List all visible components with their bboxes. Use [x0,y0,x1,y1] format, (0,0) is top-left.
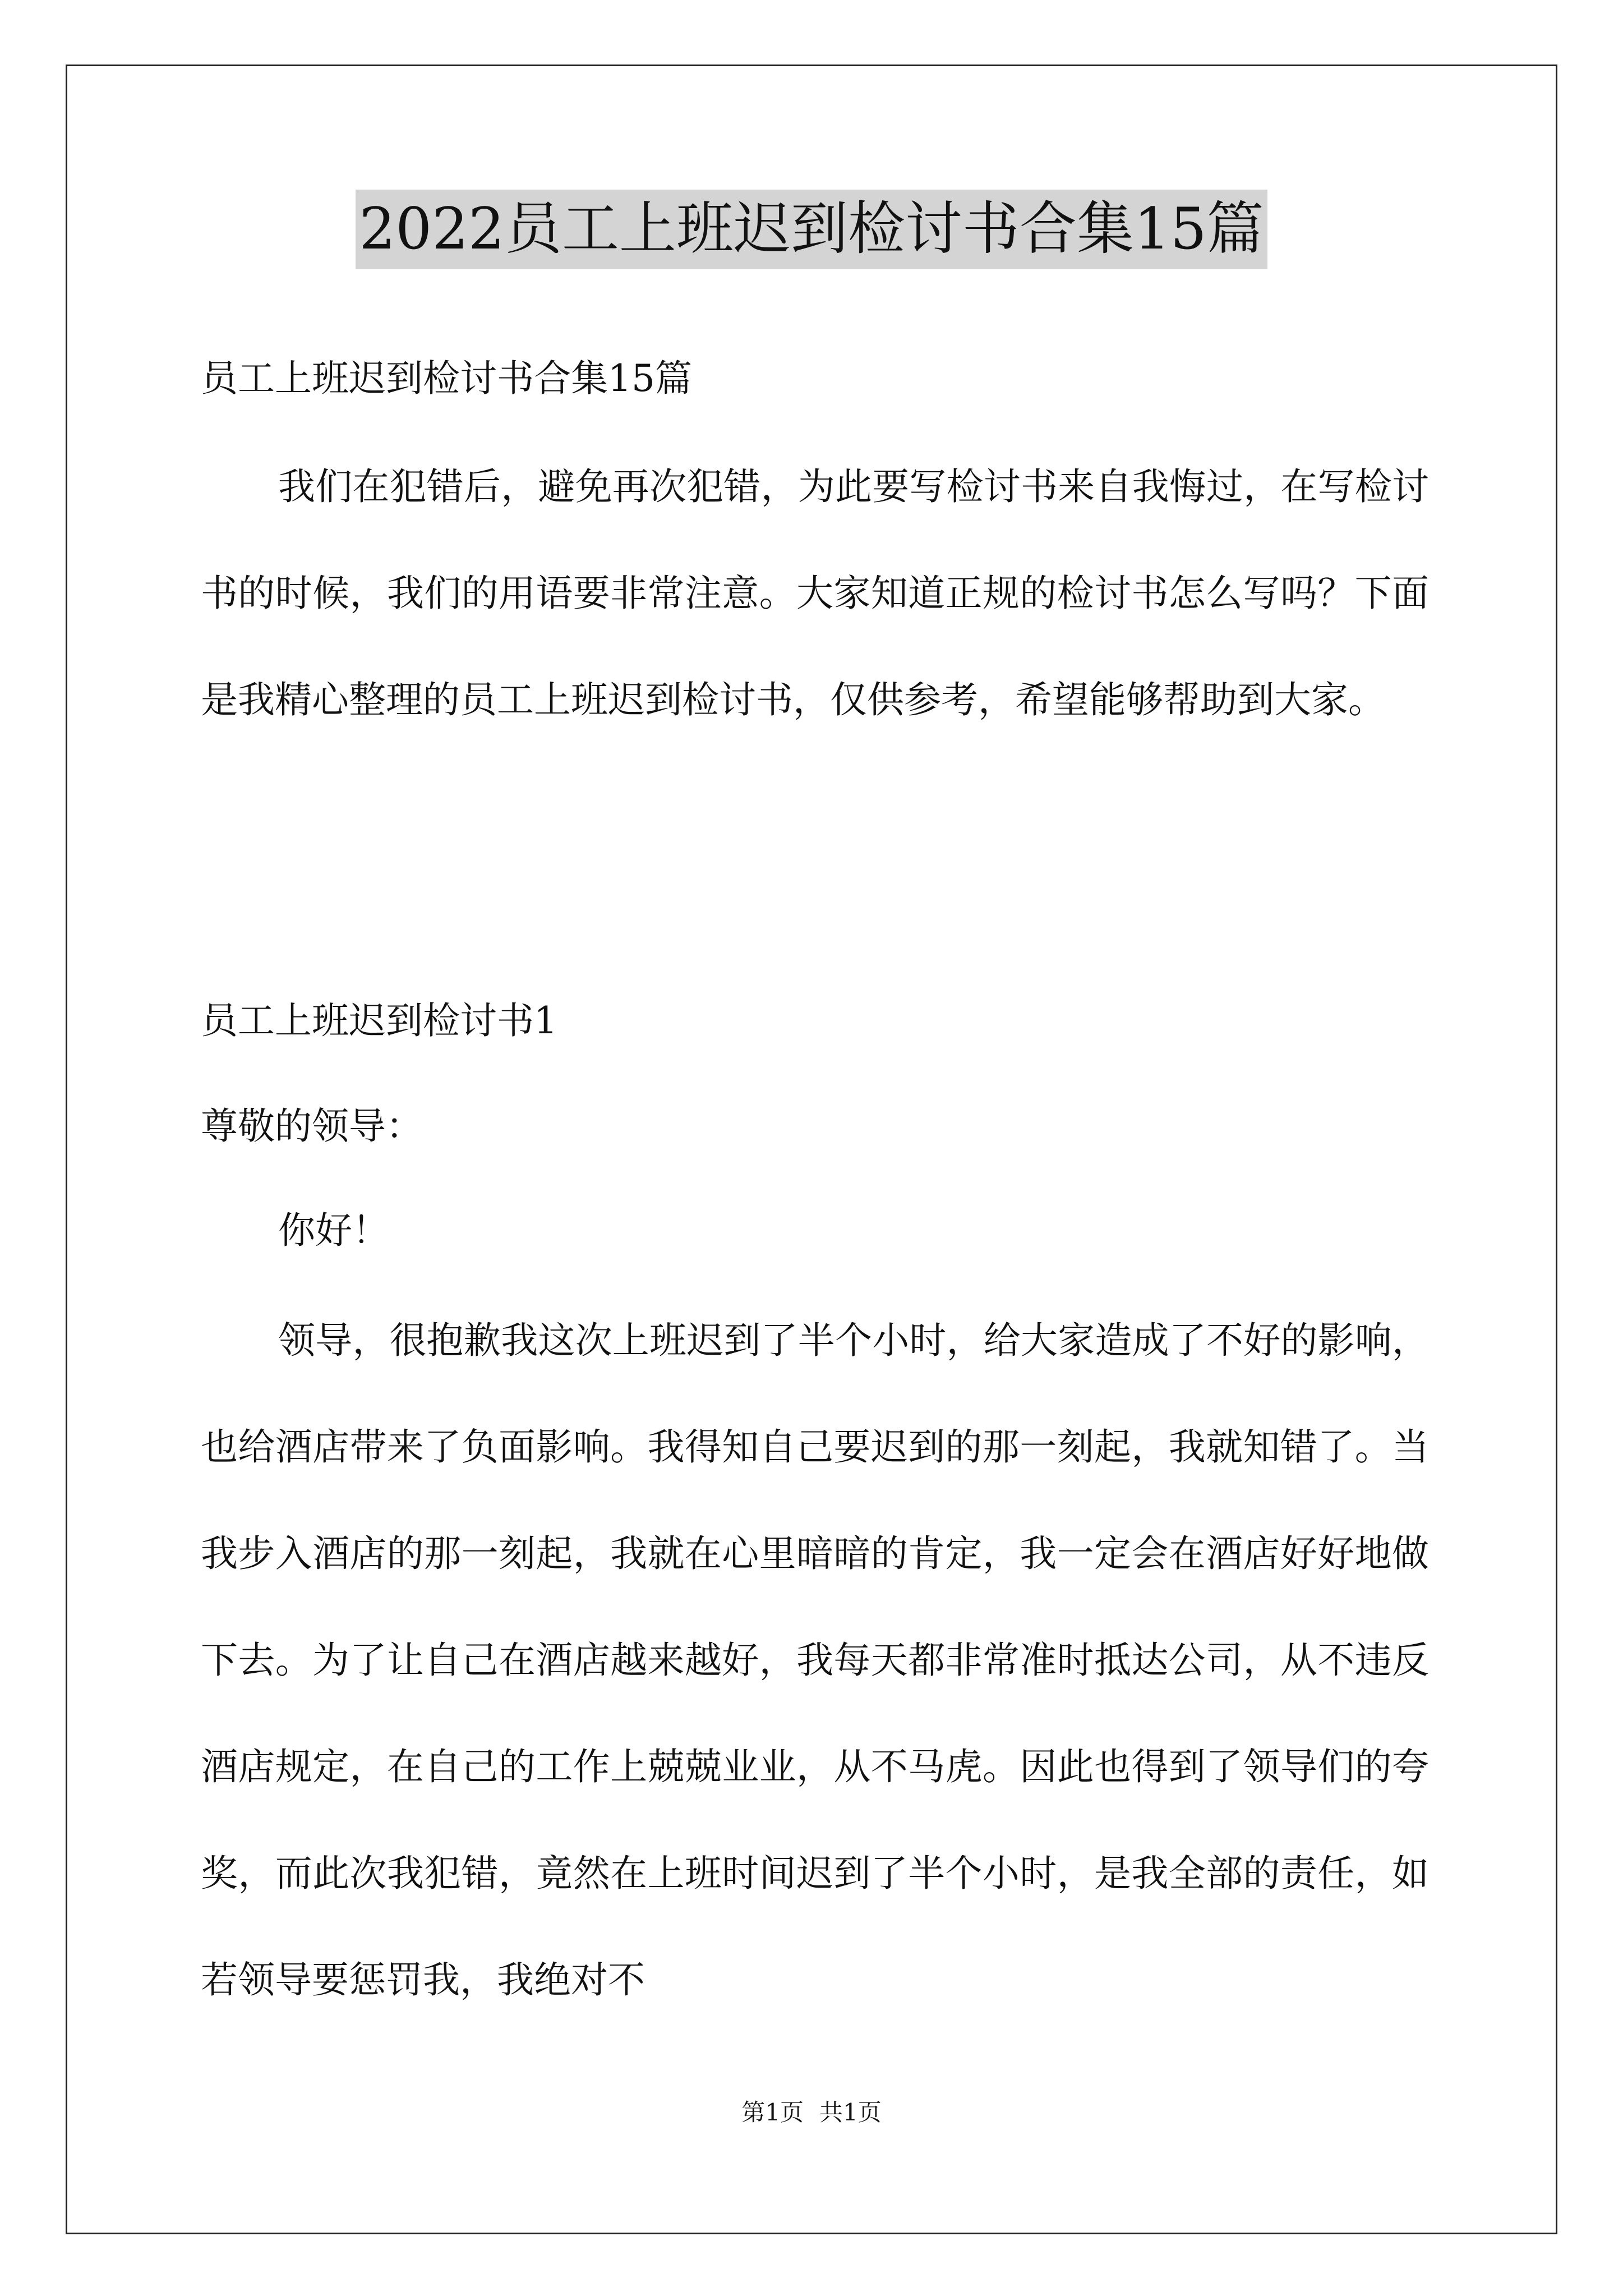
section-heading: 员工上班迟到检讨书1 [201,999,557,1042]
body-paragraph: 领导，很抱歉我这次上班迟到了半个小时，给大家造成了不好的影响，也给酒店带来了负面影响。我得知自己要迟到的那一刻起，我就知错了。当我步入酒店的那一刻起，我就在心里暗暗的肯定，我一定会在酒店好好地做下去。为了让自己在酒店越来越好，我每天都非常准时抵达公司，从不违反酒店规定，在自己的工作上兢兢业业，从不马虎。因此也得到了领导们的夸奖，而此次我犯错，竟然在上班时间迟到了半个小时，是我全部的责任，如若领导要惩罚我，我绝对不 [201,1319,1429,2001]
page-number-total: 共1页 [819,2099,882,2126]
salutation: 尊敬的领导： [201,1105,423,1148]
title-container [0,190,1623,269]
page-number-current: 第1页 [741,2099,804,2126]
document-subtitle: 员工上班迟到检讨书合集15篇 [201,357,692,400]
page-footer [0,2096,1623,2129]
intro-paragraph: 我们在犯错后，避免再次犯错，为此要写检讨书来自我悔过，在写检讨书的时候，我们的用语要非常注意。大家知道正规的检讨书怎么写吗？下面是我精心整理的员工上班迟到检讨书，仅供参考，希望能够帮助到大家。 [201,465,1429,721]
greeting: 你好！ [278,1209,389,1252]
document-title: 2022员工上班迟到检讨书合集15篇 [356,190,1267,269]
